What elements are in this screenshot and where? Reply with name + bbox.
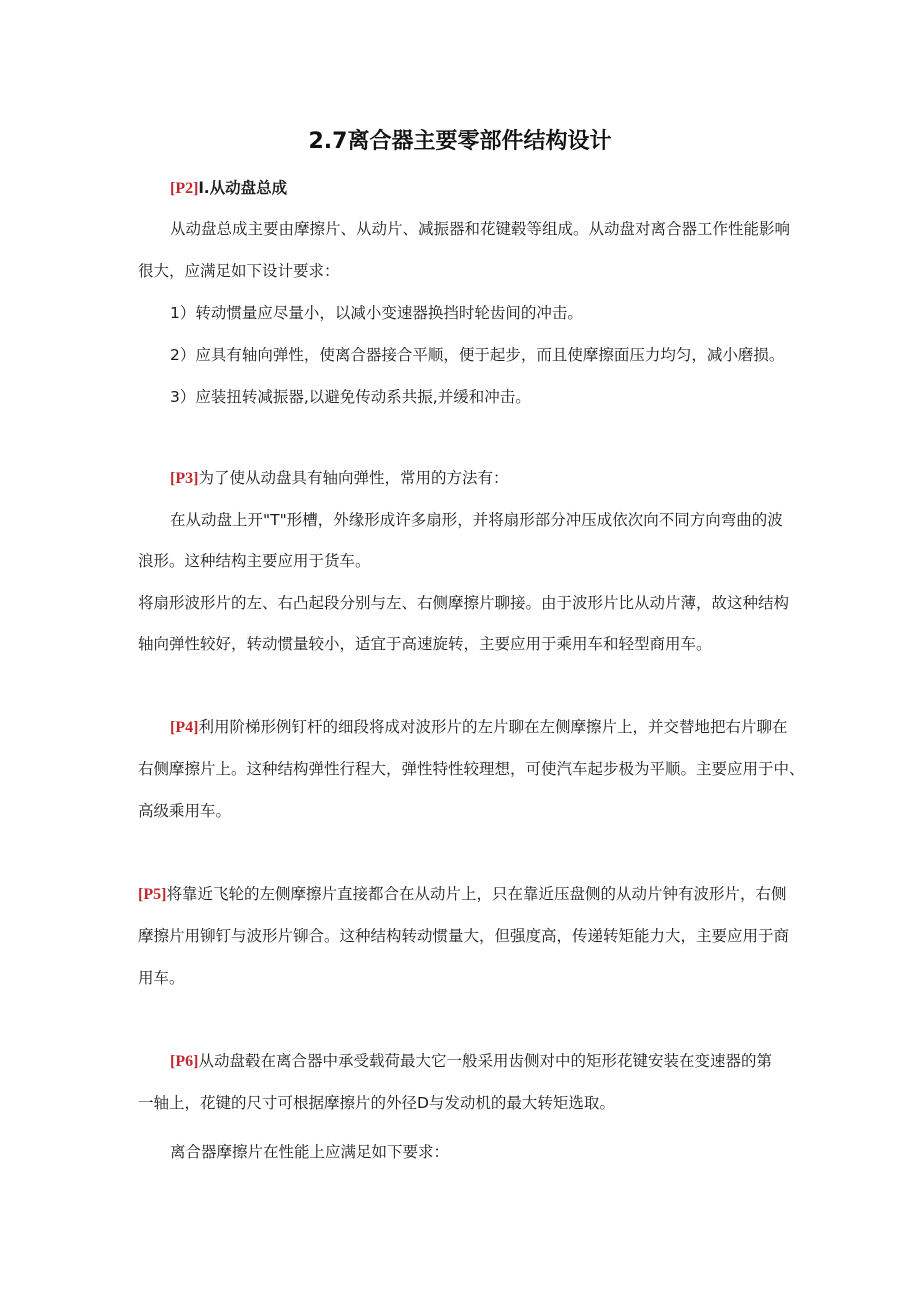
paragraph-line: 高级乘用车。 (138, 802, 232, 820)
paragraph-p3-first-line (170, 467, 508, 490)
paragraph-tag: [P5] (138, 886, 167, 903)
requirement-item: 3）应装扭转减振器,以避免传动系共振,并缓和冲击。 (170, 388, 531, 406)
paragraph-tag: [P3] (170, 470, 199, 487)
paragraph-line: 将扇形波形片的左、右凸起段分别与左、右侧摩擦片聊接。由于波形片比从动片薄，故这种结构 (138, 594, 790, 612)
paragraph-tag: [P4] (170, 719, 199, 736)
paragraph-text: 利用阶梯形例钉杆的细段将成对波形片的左片聊在左侧摩擦片上，并交替地把右片聊在 (198, 718, 788, 736)
paragraph-text: 将靠近飞轮的左侧摩擦片直接都合在从动片上，只在靠近压盘侧的从动片钟有波形片，右侧 (166, 885, 787, 903)
paragraph-line: 轴向弹性较好，转动惯量较小，适宜于高速旋转，主要应用于乘用车和轻型商用车。 (138, 635, 712, 653)
paragraph-tag: [P6] (170, 1053, 199, 1070)
requirement-item: 2）应具有轴向弹性，使离合器接合平顺，便于起步，而且使摩擦面压力均匀，减小磨损。 (170, 346, 785, 364)
paragraph-line: 从动盘总成主要由摩擦片、从动片、减振器和花键毂等组成。从动盘对离合器工作性能影响 (170, 220, 791, 238)
paragraph-tag: [P2] (170, 180, 199, 197)
paragraph-p4-first-line (170, 716, 787, 739)
paragraph-line: 离合器摩擦片在性能上应满足如下要求： (170, 1143, 450, 1161)
paragraph-p6-first-line (170, 1050, 772, 1073)
paragraph-line: 一轴上，花键的尺寸可根据摩擦片的外径D与发动机的最大转矩选取。 (138, 1094, 615, 1112)
section-heading-text: l.从动盘总成 (198, 179, 288, 197)
paragraph-text: 从动盘毂在离合器中承受载荷最大它一般采用齿侧对中的矩形花键安装在变速器的第 (198, 1052, 772, 1070)
paragraph-line: 用车。 (138, 969, 185, 987)
requirement-item: 1）转动惯量应尽量小，以减小变速器换挡时轮齿间的冲击。 (170, 304, 583, 322)
paragraph-p5-first-line (138, 883, 786, 906)
paragraph-line: 在从动盘上开"T"形槽，外缘形成许多扇形，并将扇形部分冲压成依次向不同方向弯曲的波 (170, 511, 783, 529)
paragraph-line: 摩擦片用铆钉与波形片铆合。这种结构转动惯量大，但强度高，传递转矩能力大，主要应用于商 (138, 927, 790, 945)
section-heading-p2 (170, 177, 287, 200)
paragraph-line: 很大，应满足如下设计要求： (138, 262, 340, 280)
paragraph-line: 浪形。这种结构主要应用于货车。 (138, 552, 371, 570)
paragraph-text: 为了使从动盘具有轴向弹性，常用的方法有： (198, 469, 509, 487)
paragraph-line: 右侧摩擦片上。这种结构弹性行程大，弹性特性较理想，可使汽车起步极为平顺。主要应用于中、 (138, 760, 805, 778)
page-title: 2.7离合器主要零部件结构设计 (308, 129, 612, 154)
